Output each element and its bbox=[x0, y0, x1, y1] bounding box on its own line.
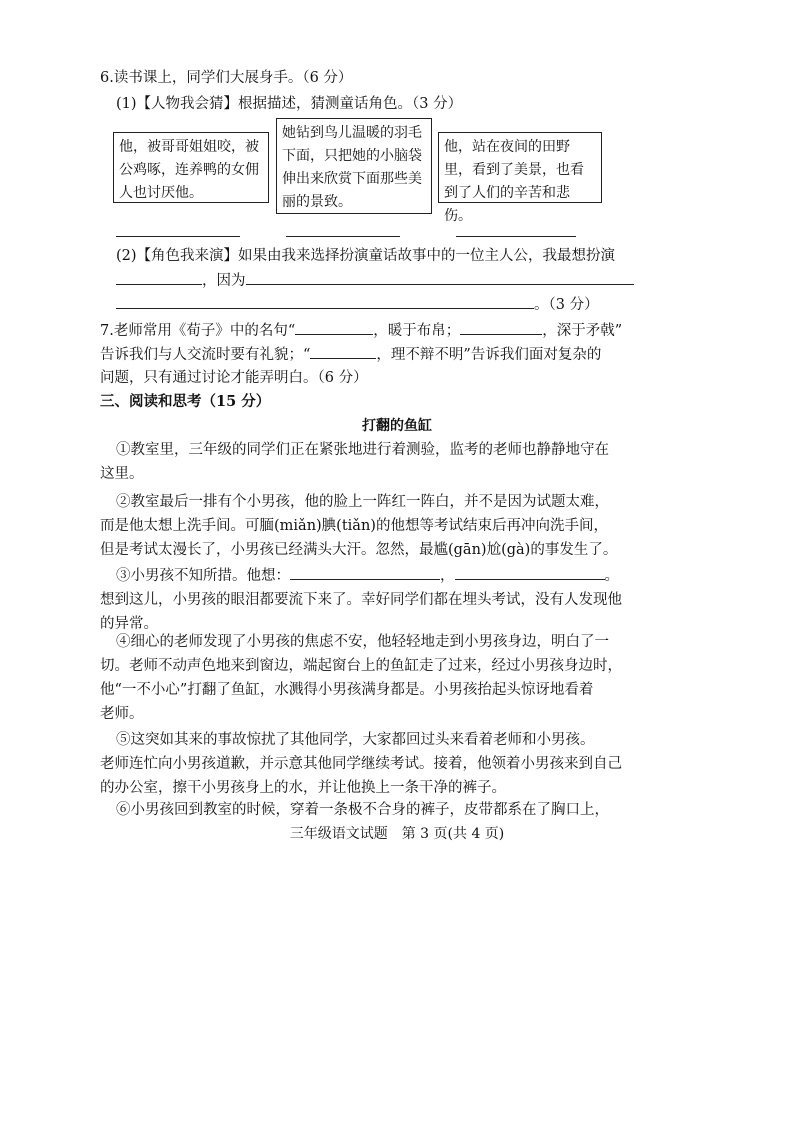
part2-points: 。（3 分） bbox=[534, 297, 599, 313]
reason-blank-2[interactable] bbox=[116, 294, 534, 309]
para4-line3: 他“一不小心”打翻了鱼缸，水溅得小男孩满身都是。小男孩抬起头惊讶地看着 bbox=[100, 682, 594, 698]
q7-text-e: ，理不辩不明”告诉我们面对复杂的 bbox=[376, 347, 602, 363]
paragraph-6 bbox=[116, 798, 609, 822]
question-6-heading: 6.读书课上，同学们大展身手。（6 分） bbox=[100, 70, 353, 86]
because-text: ，因为 bbox=[202, 273, 246, 289]
para3-period: 。 bbox=[604, 568, 619, 584]
para3-line1 bbox=[116, 564, 619, 588]
para5-line3: 的办公室，擦干小男孩身上的水，并让他换上一条干净的裤子。 bbox=[100, 780, 506, 796]
paragraph-3 bbox=[100, 564, 622, 636]
q7-blank-1[interactable] bbox=[295, 320, 373, 335]
para1-line1: ①教室里，三年级的同学们正在紧张地进行着测验，监考的老师也静静地守在 bbox=[116, 442, 609, 458]
question-6-part2-text: (2)【角色我来演】如果由我来选择扮演童话故事中的一位主人公，我最想扮演 bbox=[116, 248, 616, 264]
question-6-part2-line2 bbox=[116, 270, 634, 291]
para5-line1: ⑤这突如其来的事故惊扰了其他同学，大家都回过头来看着老师和小男孩。 bbox=[116, 732, 595, 748]
thought-blank-2[interactable] bbox=[455, 565, 605, 580]
section-3-heading: 三、阅读和思考（15 分） bbox=[100, 393, 271, 410]
question-6-part1: (1)【人物我会猜】根据描述，猜测童话角色。（3 分） bbox=[116, 96, 463, 112]
clue-box-3: 他，站在夜间的田野里，看到了美景，也看到了人们的辛苦和悲伤。 bbox=[438, 132, 602, 203]
para3-line3: 的异常。 bbox=[100, 616, 158, 632]
reason-blank-1[interactable] bbox=[246, 270, 634, 285]
paragraph-2 bbox=[100, 490, 618, 562]
question-6-part2 bbox=[116, 246, 615, 266]
para5-line2: 老师连忙向小男孩道歉，并示意其他同学继续考试。接着，他领着小男孩来到自己 bbox=[100, 756, 622, 772]
paragraph-4 bbox=[100, 630, 622, 726]
para4-line4: 老师。 bbox=[100, 706, 144, 722]
page-footer: 三年级语文试题 第 3 页(共 4 页) bbox=[289, 826, 505, 842]
para3-text-a: ③小男孩不知所措。他想： bbox=[116, 568, 290, 584]
q7-blank-3[interactable] bbox=[310, 344, 376, 359]
question-7-line3: 问题，只有通过讨论才能弄明白。（6 分） bbox=[100, 370, 368, 386]
para3-line2: 想到这儿，小男孩的眼泪都要流下来了。幸好同学们都在埋头考试，没有人发现他 bbox=[100, 592, 622, 608]
answer-line-1[interactable] bbox=[116, 236, 240, 237]
para1-line2: 这里。 bbox=[100, 466, 144, 482]
q7-blank-2[interactable] bbox=[460, 320, 542, 335]
q7-text-c: ，深于矛戟” bbox=[542, 323, 623, 339]
answer-line-3[interactable] bbox=[456, 236, 576, 237]
q7-text-a: 7.老师常用《荀子》中的名句“ bbox=[100, 323, 296, 339]
q7-text-d: 告诉我们与人交流时要有礼貌；“ bbox=[100, 347, 311, 363]
question-6-part2-line3 bbox=[116, 294, 599, 315]
para3-comma: ， bbox=[440, 568, 455, 584]
paragraph-5 bbox=[100, 728, 622, 800]
story-title: 打翻的鱼缸 bbox=[362, 418, 432, 434]
role-blank[interactable] bbox=[116, 270, 202, 285]
para2-line2: 而是他太想上洗手间。可腼(miǎn)腆(tiǎn)的他想等考试结束后再冲向洗手间， bbox=[100, 518, 608, 534]
para6-line1: ⑥小男孩回到教室的时候，穿着一条极不合身的裤子，皮带都系在了胸口上， bbox=[116, 802, 609, 818]
question-7-line2 bbox=[100, 344, 601, 365]
para4-line2: 切。老师不动声色地来到窗边，端起窗台上的鱼缸走了过来，经过小男孩身边时， bbox=[100, 658, 622, 674]
para2-line3: 但是考试太漫长了，小男孩已经满头大汗。忽然，最尴(gān)尬(gà)的事发生了。 bbox=[100, 542, 618, 558]
clue-box-2: 她钻到鸟儿温暖的羽毛下面，只把她的小脑袋伸出来欣赏下面那些美丽的景致。 bbox=[276, 118, 432, 214]
clue-box-1: 他，被哥哥姐姐咬，被公鸡啄，连养鸭的女佣人也讨厌他。 bbox=[113, 132, 269, 203]
answer-line-2[interactable] bbox=[286, 236, 400, 237]
thought-blank-1[interactable] bbox=[290, 565, 440, 580]
q7-text-b: ，暖于布帛； bbox=[373, 323, 461, 339]
paragraph-1 bbox=[100, 438, 609, 486]
question-7-line1 bbox=[100, 320, 622, 341]
para4-line1: ④细心的老师发现了小男孩的焦虑不安，他轻轻地走到小男孩身边，明白了一 bbox=[116, 634, 609, 650]
para2-line1: ②教室最后一排有个小男孩，他的脸上一阵红一阵白，并不是因为试题太难， bbox=[116, 494, 609, 510]
